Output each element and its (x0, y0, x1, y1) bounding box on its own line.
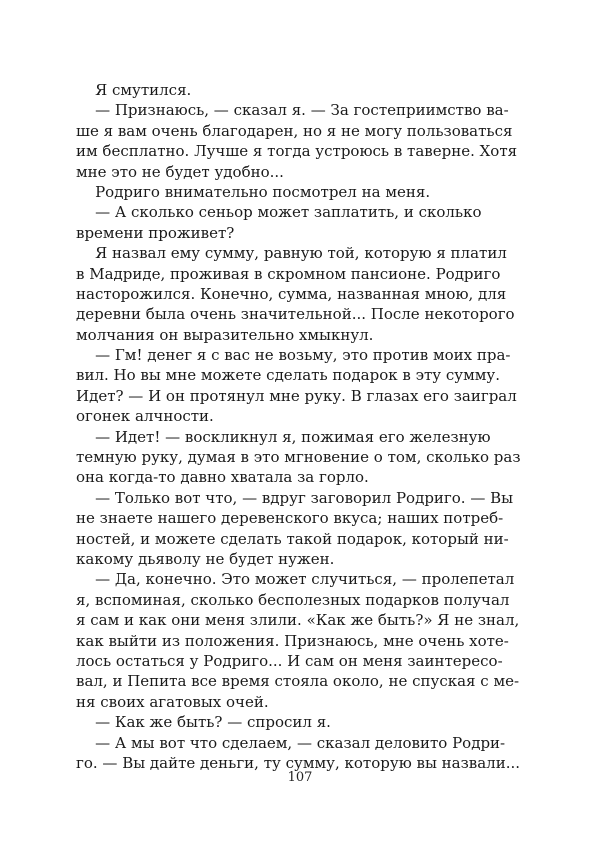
text-line: — Только вот что, — вдруг заговорил Родриго. — Вы (76, 488, 514, 507)
body-text (76, 80, 521, 773)
text-line: молчания он выразительно хмыкнул. (76, 325, 374, 344)
text-line: деревни была очень значительной... После некоторого (76, 305, 515, 324)
text-line: в Мадриде, проживая в скромном пансионе. Родриго (76, 264, 501, 283)
text-line: ностей, и можете сделать такой подарок, который ни- (76, 529, 509, 548)
text-line: ше я вам очень благодарен, но я не могу пользоваться (76, 121, 513, 140)
page-number: 107 (287, 770, 313, 785)
text-line: Я назвал ему сумму, равную той, которую я платил (76, 244, 507, 263)
text-line: какому дьяволу не будет нужен. (76, 549, 335, 568)
text-line: Идет? — И он протянул мне руку. В глазах его заиграл (76, 386, 517, 405)
text-line: вил. Но вы мне можете сделать подарок в эту сумму. (76, 366, 501, 385)
text-line: ня своих агатовых очей. (76, 692, 269, 711)
text-line: Родриго внимательно посмотрел на меня. (76, 182, 431, 201)
text-line: я сам и как они меня злили. «Как же быть?» Я не знал, (76, 611, 520, 630)
text-line: не знаете нашего деревенского вкуса; наших потреб- (76, 509, 504, 528)
text-line: огонек алчности. (76, 407, 214, 426)
text-line: — А мы вот что сделаем, — сказал деловито Родри- (76, 733, 506, 752)
text-line: она когда-то давно хватала за горло. (76, 468, 369, 487)
text-line: насторожился. Конечно, сумма, названная мною, для (76, 284, 507, 303)
text-line: лось остаться у Родриго... И сам он меня заинтересо- (76, 651, 503, 670)
text-line: вал, и Пепита все время стояла около, не спуская с ме- (76, 672, 520, 691)
text-line: — А сколько сеньор может заплатить, и сколько (76, 203, 482, 222)
text-line: — Да, конечно. Это может случиться, — пролепетал (76, 570, 515, 589)
text-line: мне это не будет удобно... (76, 162, 284, 181)
text-line: — Признаюсь, — сказал я. — За гостеприимство ва- (76, 101, 509, 120)
text-line: им бесплатно. Лучше я тогда устроюсь в таверне. Хотя (76, 142, 518, 161)
text-line: — Идет! — воскликнул я, пожимая его железную (76, 427, 491, 446)
text-line: я, вспоминая, сколько бесполезных подарков получал (76, 590, 510, 609)
text-line: как выйти из положения. Признаюсь, мне очень хоте- (76, 631, 509, 650)
text-line: времени проживет? (76, 223, 235, 242)
text-line: — Как же быть? — спросил я. (76, 713, 331, 732)
text-line: Я смутился. (76, 81, 192, 99)
text-line: го. — Вы дайте деньги, ту сумму, которую вы назвали... (76, 753, 521, 772)
text-line: — Гм! денег я с вас не возьму, это против моих пра- (76, 346, 511, 365)
text-line: темную руку, думая в это мгновение о том, сколько раз (76, 448, 521, 467)
